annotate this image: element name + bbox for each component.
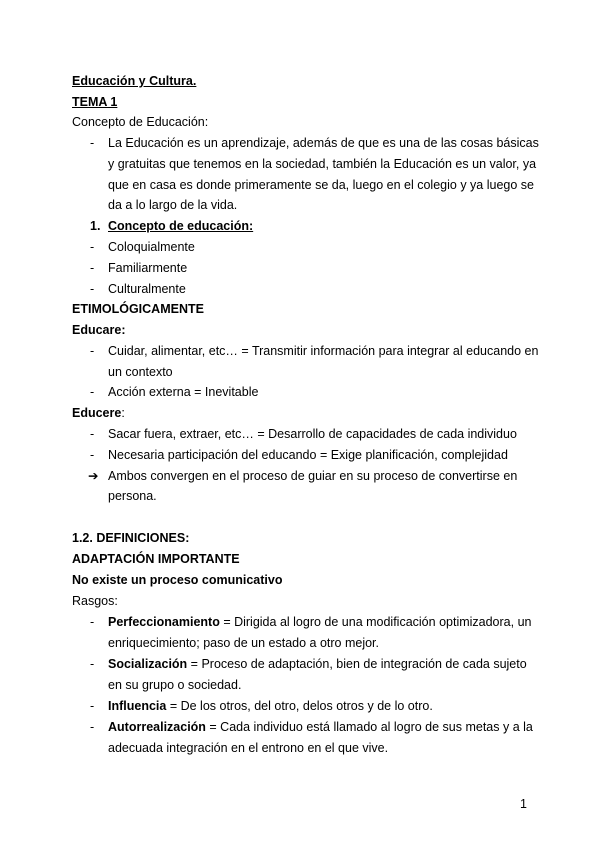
intro-line-1: La Educación es un aprendizaje, además de que es una de las cosas básicas [108,136,539,150]
intro-line-2: y gratuitas que tenemos en la sociedad, también la Educación es un valor, ya [108,157,537,171]
rasgo-term: Autorrealización [108,720,206,734]
educere-item: Necesaria participación del educando = Exige planificación, complejidad [108,448,508,462]
rasgo-term: Influencia [108,699,167,713]
rasgos-label: Rasgos: [72,594,118,608]
intro-line-4: da a lo largo de la vida. [108,198,238,212]
dash-marker: - [90,282,95,296]
concept-item: Culturalmente [108,282,186,296]
concepto-label: Concepto de Educación: [72,115,209,129]
dash-marker: - [90,657,95,671]
rasgo-item [108,719,533,735]
dash-marker: - [90,385,95,399]
adaptacion-heading: ADAPTACIÓN IMPORTANTE [72,552,240,566]
concept-item: Coloquialmente [108,240,195,254]
definiciones-heading: 1.2. DEFINICIONES: [72,531,190,545]
arrow-icon: ➔ [88,469,99,483]
educere-colon: : [121,406,125,420]
rasgo-definition: = De los otros, del otro, delos otros y de lo otro. [166,699,433,713]
rasgo-definition: = Dirigida al logro de una modificación optimizadora, un [219,615,532,629]
page-number: 1 [520,797,527,811]
educare-item-line: Acción externa = Inevitable [108,385,259,399]
rasgo-item [108,698,433,714]
rasgo-item [108,656,527,672]
educere-label: Educere [72,406,122,420]
numbered-heading-number: 1. [90,219,101,233]
dash-marker: - [90,448,95,462]
etimo-heading: ETIMOLÓGICAMENTE [72,302,204,316]
rasgo-continuation: en su grupo o sociedad. [108,678,242,692]
dash-marker: - [90,136,95,150]
no-existe-text: No existe un proceso comunicativo [72,573,283,587]
educare-item-line: un contexto [108,365,173,379]
educere-label-row [72,405,125,421]
dash-marker: - [90,261,95,275]
rasgo-continuation: enriquecimiento; paso de un estado a otro mejor. [108,636,380,650]
dash-marker: - [90,699,95,713]
educare-item-line: Cuidar, alimentar, etc… = Transmitir información para integrar al educando en [108,344,539,358]
dash-marker: - [90,720,95,734]
dash-marker: - [90,240,95,254]
numbered-heading-text: Concepto de educación: [108,219,254,233]
educere-item: Sacar fuera, extraer, etc… = Desarrollo de capacidades de cada individuo [108,427,517,441]
dash-marker: - [90,615,95,629]
educare-label: Educare: [72,323,126,337]
concept-item: Familiarmente [108,261,188,275]
tema-heading: TEMA 1 [72,95,118,109]
rasgo-term: Socialización [108,657,188,671]
dash-marker: - [90,344,95,358]
intro-line-3: que en casa es donde primeramente se da, luego en el colegio y ya luego se [108,178,534,192]
document-title: Educación y Cultura. [72,74,197,88]
rasgo-continuation: adecuada integración en el entrono en el que vive. [108,741,389,755]
rasgo-term: Perfeccionamiento [108,615,220,629]
arrow-item-line: persona. [108,489,157,503]
rasgo-definition: = Proceso de adaptación, bien de integración de cada sujeto [187,657,527,671]
dash-marker: - [90,427,95,441]
arrow-item-line: Ambos convergen en el proceso de guiar en su proceso de convertirse en [108,469,518,483]
rasgo-definition: = Cada individuo está llamado al logro de sus metas y a la [205,720,533,734]
rasgo-item [108,614,531,630]
